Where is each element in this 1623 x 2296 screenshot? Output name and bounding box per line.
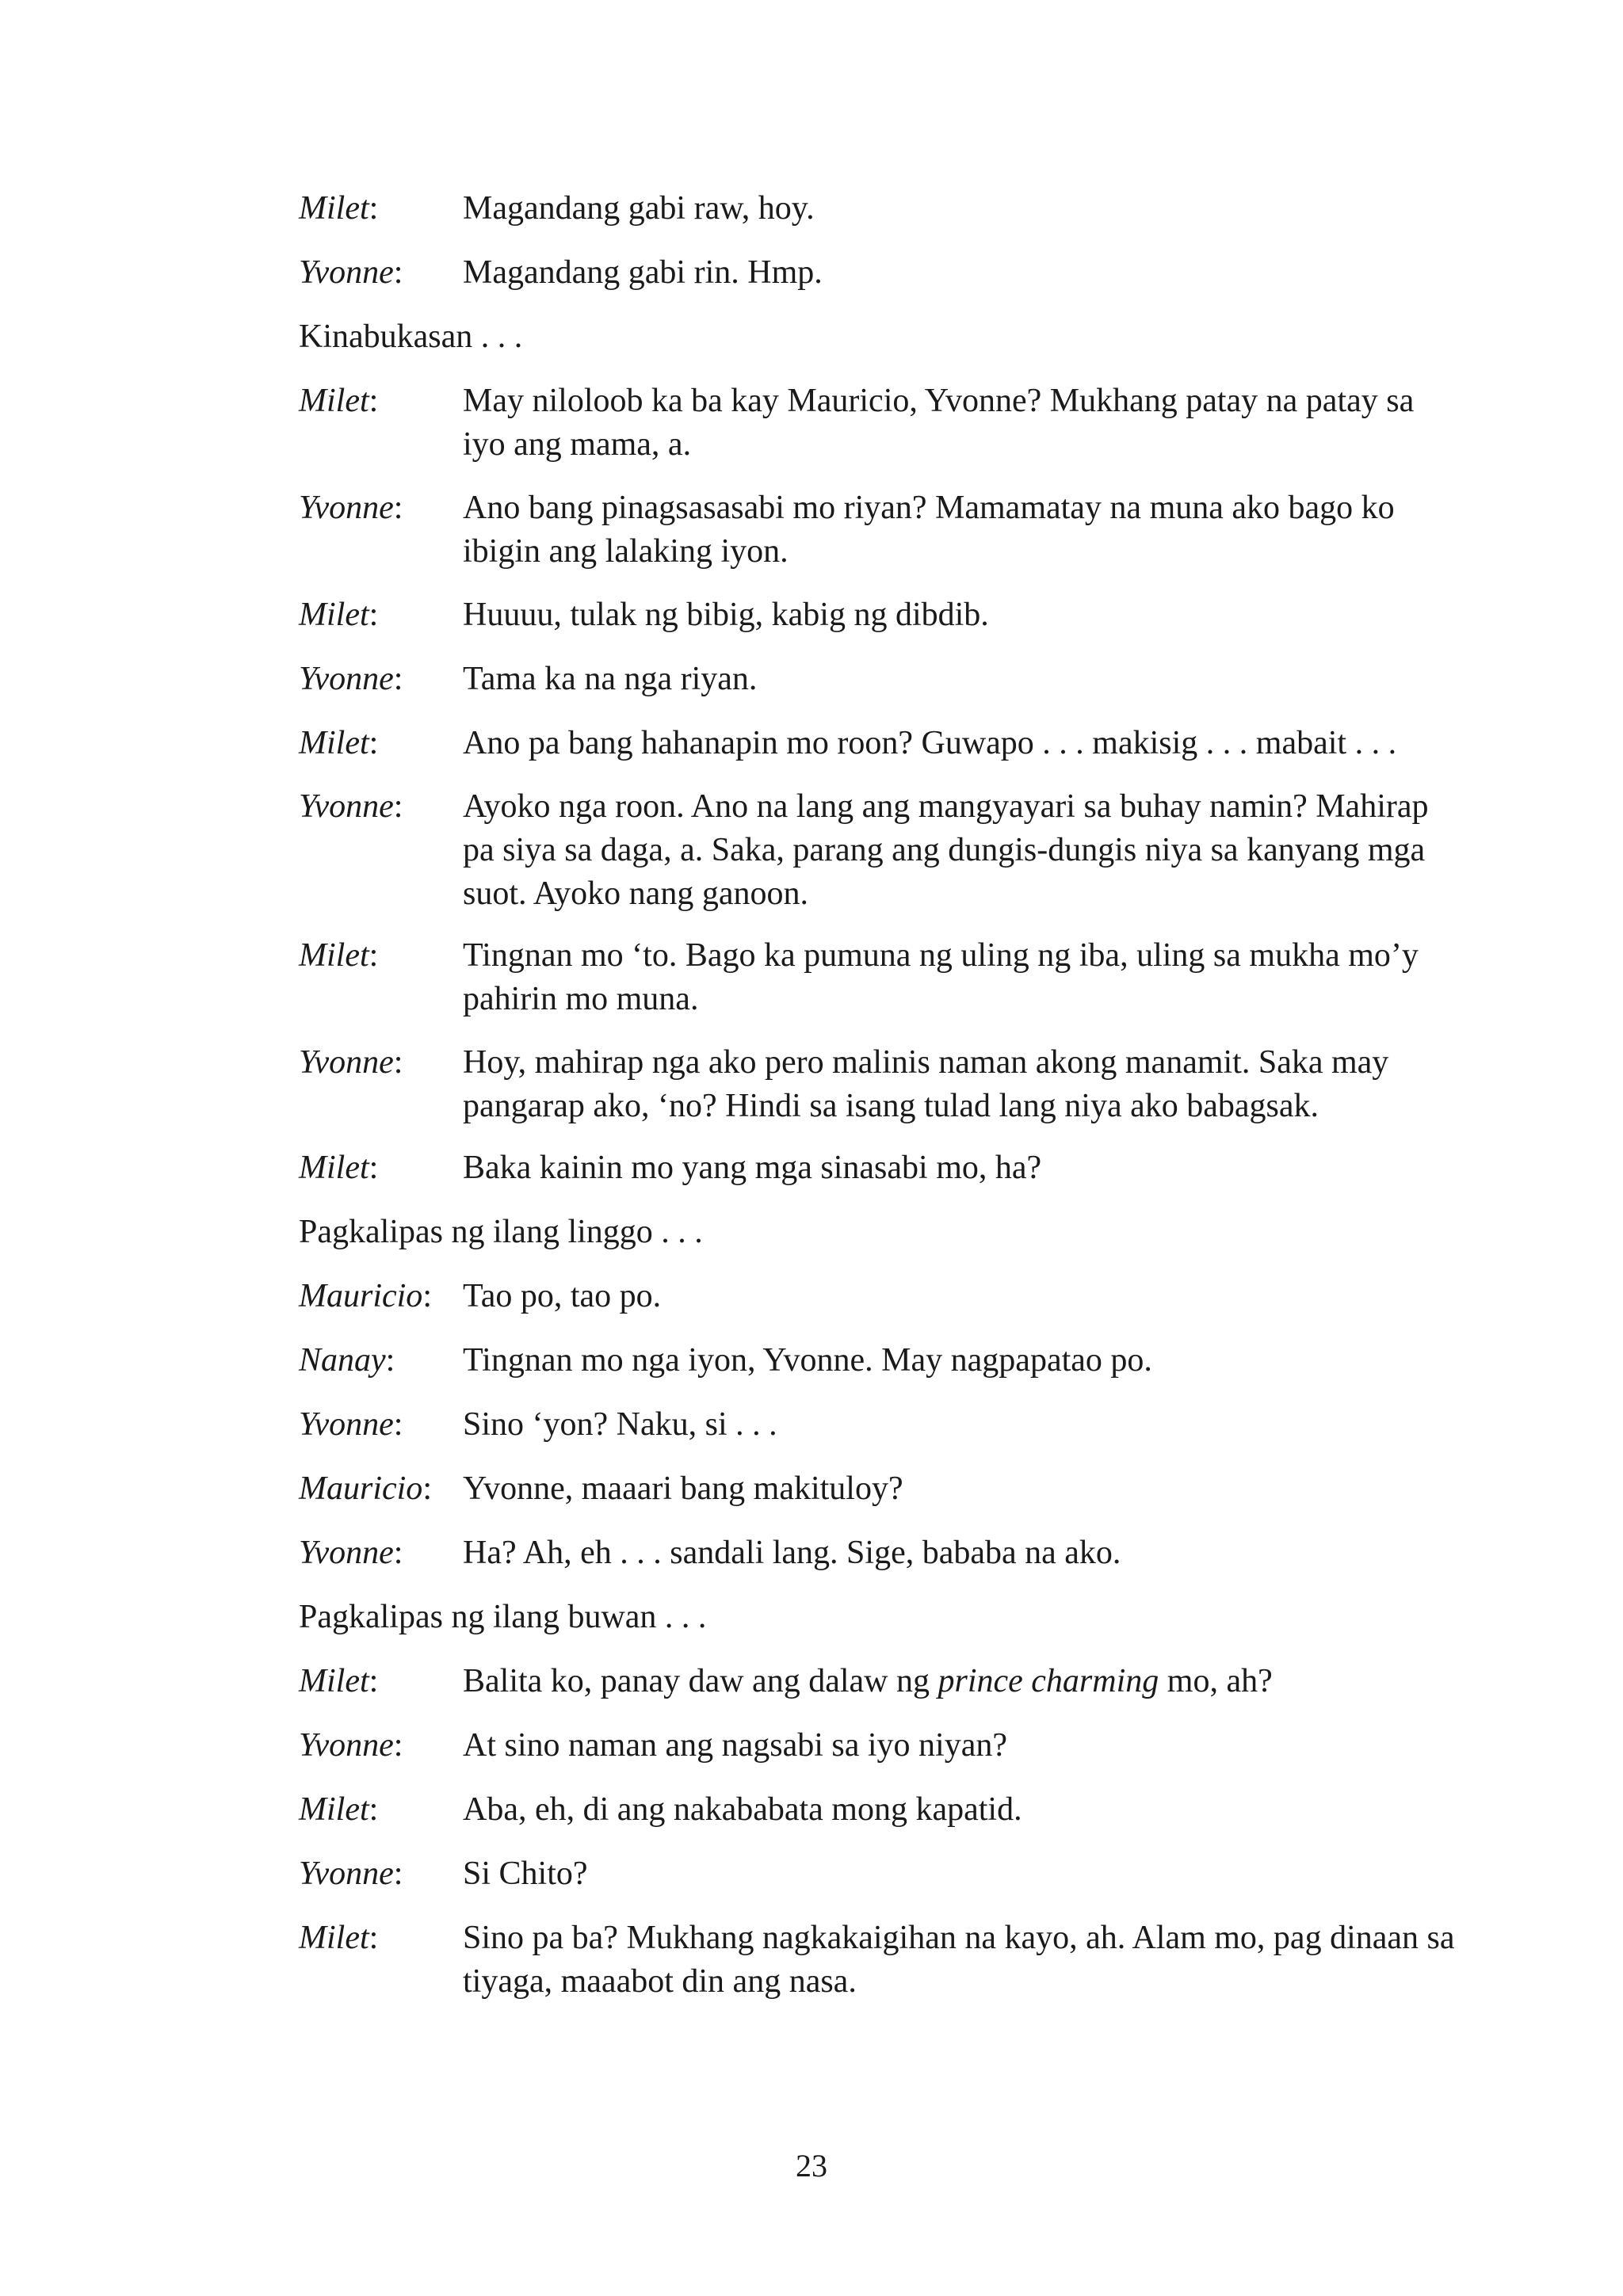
dialogue-line: Yvonne: Ayoko nga roon. Ano na lang ang mangyayari sa buhay namin? Mahirap pa siya sa daga, a. Saka, parang ang dungis-dungis niya sa kanyang mga suot. Ayoko nang ganoon.	[299, 785, 1456, 916]
dialogue-line: Nanay: Tingnan mo nga iyon, Yvonne. May nagpapatao po.	[299, 1339, 1456, 1383]
dialogue-line: Yvonne: Sino ‘yon? Naku, si . . .	[299, 1403, 1456, 1447]
dialogue-line: Mauricio: Tao po, tao po.	[299, 1275, 1456, 1318]
speaker-name: Yvonne	[299, 1044, 394, 1081]
dialogue-text: May niloloob ka ba kay Mauricio, Yvonne? Mukhang patay na patay sa iyo ang mama, a.	[463, 383, 1415, 463]
speaker-name: Yvonne	[299, 1535, 394, 1571]
dialogue-line: Milet: Aba, eh, di ang nakababata mong kapatid.	[299, 1788, 1456, 1832]
speaker-name: Milet	[299, 1920, 369, 1956]
speaker-name: Milet	[299, 1663, 369, 1699]
dialogue-line: Milet: Baka kainin mo yang mga sinasabi mo, ha?	[299, 1146, 1456, 1190]
speaker-name: Milet	[299, 725, 369, 761]
narration: Pagkalipas ng ilang buwan . . .	[299, 1599, 707, 1635]
dialogue-text: Aba, eh, di ang nakababata mong kapatid.	[463, 1791, 1022, 1828]
dialogue-line: Milet: Sino pa ba? Mukhang nagkakaigihan na kayo, ah. Alam mo, pag dinaan sa tiyaga, maaabot din ang nasa.	[299, 1917, 1456, 2004]
speaker-name: Yvonne	[299, 254, 394, 291]
dialogue-text: Ano pa bang hahanapin mo roon? Guwapo . . . makisig . . . mabait . . .	[463, 725, 1397, 761]
dialogue-line: Milet: Ano pa bang hahanapin mo roon? Guwapo . . . makisig . . . mabait . . .	[299, 722, 1456, 765]
speaker-name: Milet	[299, 597, 369, 633]
dialogue-text: Hoy, mahirap nga ako pero malinis naman akong manamit. Saka may pangarap ako, ‘no? Hindi sa isang tulad lang niya ako babagsak.	[463, 1044, 1389, 1124]
speaker-name: Nanay	[299, 1342, 386, 1379]
speaker-name: Yvonne	[299, 490, 394, 526]
dialogue-text: Ha? Ah, eh . . . sandali lang. Sige, bababa na ako.	[463, 1535, 1121, 1571]
speaker-name: Milet	[299, 1791, 369, 1828]
dialogue-text	[299, 187, 1456, 2023]
speaker-name: Milet	[299, 1150, 369, 1186]
dialogue-text: Balita ko, panay daw ang dalaw ng prince charming mo, ah?	[463, 1663, 1273, 1699]
dialogue-text: At sino naman ang nagsabi sa iyo niyan?	[463, 1727, 1008, 1764]
dialogue-text: Baka kainin mo yang mga sinasabi mo, ha?	[463, 1150, 1042, 1186]
speaker-name: Yvonne	[299, 1406, 394, 1443]
dialogue-line: Milet: Huuuu, tulak ng bibig, kabig ng dibdib.	[299, 593, 1456, 637]
speaker-name: Milet	[299, 190, 369, 227]
dialogue-line: Milet: May niloloob ka ba kay Mauricio, Yvonne? Mukhang patay na patay sa iyo ang mama, a.	[299, 379, 1456, 467]
dialogue-text: Ano bang pinagsasasabi mo riyan? Mamamatay na muna ako bago ko ibigin ang lalaking iyon.	[463, 490, 1395, 570]
speaker-name: Yvonne	[299, 1727, 394, 1764]
dialogue-text: Magandang gabi rin. Hmp.	[463, 254, 823, 291]
dialogue-line: Yvonne: Ano bang pinagsasasabi mo riyan? Mamamatay na muna ako bago ko ibigin ang lalaking iyon.	[299, 486, 1456, 574]
dialogue-line: Milet: Tingnan mo ‘to. Bago ka pumuna ng uling ng iba, uling sa mukha mo’y pahirin mo muna.	[299, 934, 1456, 1021]
dialogue-line: Yvonne: Ha? Ah, eh . . . sandali lang. Sige, bababa na ako.	[299, 1531, 1456, 1575]
narration: Pagkalipas ng ilang linggo . . .	[299, 1214, 703, 1250]
dialogue-text: Tama ka na nga riyan.	[463, 661, 758, 697]
dialogue-line: Mauricio: Yvonne, maaari bang makituloy?	[299, 1467, 1456, 1511]
speaker-name: Milet	[299, 383, 369, 419]
dialogue-text: Ayoko nga roon. Ano na lang ang mangyayari sa buhay namin? Mahirap pa siya sa daga, a. Saka, parang ang dungis-dungis niya sa kanyang mga suot. Ayoko nang ganoon.	[463, 788, 1429, 912]
speaker-name: Mauricio	[299, 1470, 423, 1507]
dialogue-line: Yvonne: Si Chito?	[299, 1852, 1456, 1896]
dialogue-text: Tingnan mo ‘to. Bago ka pumuna ng uling ng iba, uling sa mukha mo’y pahirin mo muna.	[463, 937, 1419, 1017]
speaker-name: Yvonne	[299, 1855, 394, 1892]
dialogue-text: Sino ‘yon? Naku, si . . .	[463, 1406, 777, 1443]
speaker-name: Yvonne	[299, 788, 394, 825]
dialogue-line: Milet: Balita ko, panay daw ang dalaw ng prince charming mo, ah?	[299, 1660, 1456, 1703]
dialogue-text: Tao po, tao po.	[463, 1278, 662, 1314]
dialogue-line: Yvonne: At sino naman ang nagsabi sa iyo niyan?	[299, 1724, 1456, 1768]
dialogue-text: Si Chito?	[463, 1855, 588, 1892]
dialogue-text: Tingnan mo nga iyon, Yvonne. May nagpapatao po.	[463, 1342, 1152, 1379]
dialogue-line: Milet: Magandang gabi raw, hoy.	[299, 187, 1456, 231]
speaker-name: Yvonne	[299, 661, 394, 697]
dialogue-line: Yvonne: Magandang gabi rin. Hmp.	[299, 251, 1456, 295]
dialogue-text: Magandang gabi raw, hoy.	[463, 190, 815, 227]
emphasis-text: prince charming	[938, 1663, 1159, 1699]
speaker-name: Milet	[299, 937, 369, 974]
dialogue-text: Yvonne, maaari bang makituloy?	[463, 1470, 903, 1507]
dialogue-text: Sino pa ba? Mukhang nagkakaigihan na kayo, ah. Alam mo, pag dinaan sa tiyaga, maaabot din ang nasa.	[463, 1920, 1455, 2000]
dialogue-text: Huuuu, tulak ng bibig, kabig ng dibdib.	[463, 597, 989, 633]
speaker-name: Mauricio	[299, 1278, 423, 1314]
page-number: 23	[796, 2148, 827, 2183]
narration: Kinabukasan . . .	[299, 318, 523, 355]
dialogue-line: Yvonne: Tama ka na nga riyan.	[299, 658, 1456, 701]
dialogue-line: Yvonne: Hoy, mahirap nga ako pero malinis naman akong manamit. Saka may pangarap ako, ‘no? Hindi sa isang tulad lang niya ako babagsak.	[299, 1041, 1456, 1128]
